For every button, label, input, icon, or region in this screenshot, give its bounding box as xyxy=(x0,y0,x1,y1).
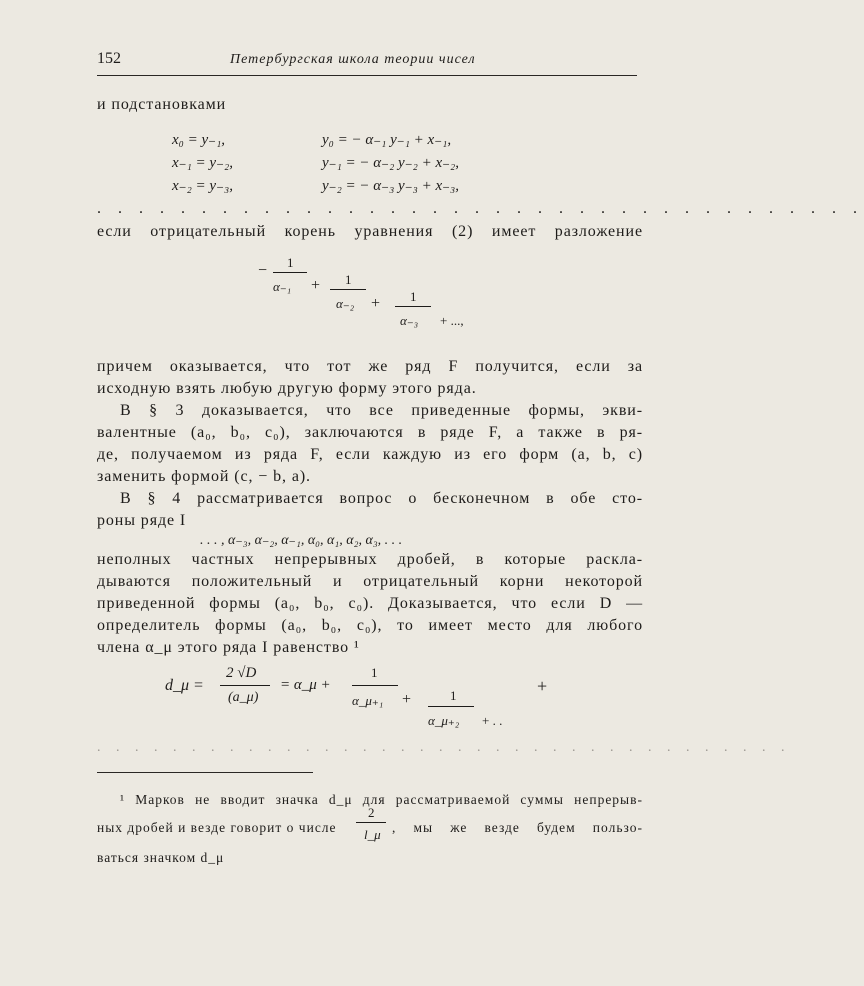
negative-root-line: если отрицательный корень уравнения (2) имеет разложение xyxy=(97,223,643,240)
substitution-left-1: x₀ = y₋₁, xyxy=(172,132,226,148)
paragraph-s4-cont-1: неполных частных непрерывных дробей, в которые раскла- xyxy=(97,551,643,568)
formula-eq-alpha: = α_μ + xyxy=(280,677,331,693)
formula-alpha-mu1: α_μ₊₁ xyxy=(352,693,384,708)
cf1-bar-3 xyxy=(395,306,431,307)
formula-tail: + . . xyxy=(482,713,503,728)
paragraph-s4-cont-5: члена α_μ этого ряда I равенство ¹ xyxy=(97,639,360,656)
formula-numerator: 2 √D xyxy=(226,665,257,681)
substitution-left-2: x₋₁ = y₋₂, xyxy=(172,155,233,171)
cf1-num-1: 1 xyxy=(287,255,294,270)
footnote-line-2b: , мы же везде будем пользо- xyxy=(392,820,643,835)
footnote-line-3: ваться значком d_μ xyxy=(97,850,225,865)
cf1-bar-2 xyxy=(330,289,366,290)
footnote-frac-den: l_μ xyxy=(364,827,381,842)
paragraph-s4-cont-2: дываются положительный и отрицательный корни некоторой xyxy=(97,573,643,590)
cf1-bar-1 xyxy=(273,272,307,273)
cf1-plus-1: + xyxy=(311,277,321,294)
footnote-frac-bar xyxy=(356,822,386,823)
formula-alpha-mu2: α_μ₊₂ xyxy=(428,713,460,728)
paragraph-s3-line-4: заменить формой (c, − b, a). xyxy=(97,468,311,485)
formula-num-2: 1 xyxy=(450,688,457,703)
substitution-right-1: y₀ = − α₋₁ y₋₁ + x₋₁, xyxy=(322,132,452,148)
formula-bar-1 xyxy=(352,685,398,686)
cf1-alpha-2: α₋₂ xyxy=(336,296,355,311)
faint-dots: . . . . . . . . . . . . . . . . . . . . . . . . . . . . . . . . . . . . . xyxy=(97,740,791,755)
paragraph-series-line-1: причем оказывается, что тот же ряд F получится, если за xyxy=(97,358,643,375)
formula-far-plus: + xyxy=(537,676,548,696)
cf1-plus-2: + xyxy=(371,295,381,312)
formula-lhs: d_μ = xyxy=(165,677,204,694)
paragraph-series-line-2: исходную взять любую другую форму этого ряда. xyxy=(97,380,477,397)
header-rule xyxy=(97,75,637,76)
cf1-minus: − xyxy=(258,262,268,279)
paragraph-s4-line-1: В § 4 рассматривается вопрос о бесконечном в обе сто- xyxy=(120,490,643,507)
paragraph-s3-line-1: В § 3 доказывается, что все приведенные формы, экви- xyxy=(120,402,643,419)
paragraph-s3-line-3: де, получаемом из ряда F, если каждую из его форм (a, b, c) xyxy=(97,446,643,463)
footnote-line-1: ¹ Марков не вводит значка d_μ для рассматриваемой суммы непрерыв- xyxy=(120,792,643,807)
running-title: Петербургская школа теории чисел xyxy=(230,52,476,67)
substitution-right-2: y₋₁ = − α₋₂ y₋₂ + x₋₂, xyxy=(322,155,459,171)
substitution-left-3: x₋₂ = y₋₃, xyxy=(172,178,233,194)
paragraph-s4-cont-3: приведенной формы (a₀, b₀, c₀). Доказывается, что если D — xyxy=(97,595,643,612)
intro-text: и подстановками xyxy=(97,96,227,113)
formula-bar-2 xyxy=(428,706,474,707)
cf1-alpha-1: α₋₁ xyxy=(273,279,292,294)
paragraph-s4-line-2: роны ряде I xyxy=(97,512,187,529)
paragraph-s4-cont-4: определитель формы (a₀, b₀, c₀), то имеет место для любого xyxy=(97,617,643,634)
page-number: 152 xyxy=(97,50,121,67)
paragraph-s3-line-2: валентные (a₀, b₀, c₀), заключаются в ряде F, а также в ря- xyxy=(97,424,643,441)
formula-plus: + xyxy=(402,691,412,708)
formula-num-1: 1 xyxy=(371,665,378,680)
series-I: . . . , α₋₃, α₋₂, α₋₁, α₀, α₁, α₂, α₃, . . . xyxy=(200,533,403,548)
footnote-line-2a: ных дробей и везде говорит о числе xyxy=(97,820,337,835)
cf1-alpha-3: α₋₃ xyxy=(400,313,419,328)
footnote-rule xyxy=(97,772,313,773)
footnote-frac-num: 2 xyxy=(368,805,375,820)
substitution-right-3: y₋₂ = − α₋₃ y₋₃ + x₋₃, xyxy=(322,178,459,194)
dots-separator: . . . . . . . . . . . . . . . . . . . . . . . . . . . . . . . . . . . . . xyxy=(97,200,864,217)
cf1-tail: + ..., xyxy=(440,313,464,328)
cf1-num-2: 1 xyxy=(345,272,352,287)
formula-bar-main xyxy=(220,685,270,686)
cf1-num-3: 1 xyxy=(410,289,417,304)
formula-denominator: (a_μ) xyxy=(228,690,259,705)
